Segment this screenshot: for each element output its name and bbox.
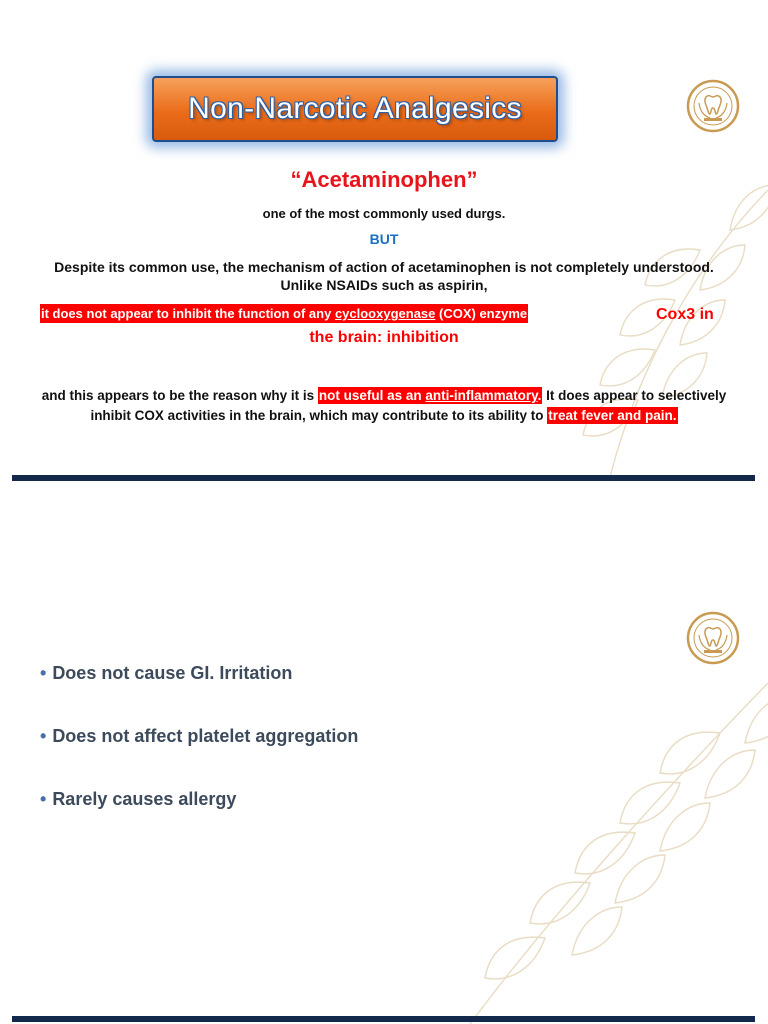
- cox-text-post: (COX) enzyme: [435, 306, 528, 321]
- not-useful-text: not useful as an: [318, 388, 426, 403]
- list-item: [40, 726, 358, 789]
- reason-text-b: It does appear to selectively inhibit COX activities in the brain, which may contribute to its ability to: [90, 388, 727, 423]
- society-logo-icon: [686, 611, 740, 665]
- title-banner: [152, 76, 558, 142]
- slide-divider: [12, 1016, 755, 1022]
- brain-inhibition-text: the brain: inhibition: [309, 329, 459, 346]
- bullet-text: Does not cause GI. Irritation: [52, 663, 293, 683]
- cyclooxygenase-text: cyclooxygenase: [334, 306, 436, 321]
- reason-text-a: and this appears to be the reason why it is: [41, 388, 318, 403]
- society-logo-icon: [686, 79, 740, 133]
- cox3-text: Cox3 in: [656, 306, 714, 323]
- slide-divider: [12, 475, 755, 481]
- cox-highlight-line: [40, 306, 528, 321]
- bullet-dot: •: [40, 789, 47, 809]
- bullet-text: Rarely causes allergy: [52, 789, 237, 809]
- bullet-dot: •: [40, 663, 47, 683]
- fever-pain-text: treat fever and pain.: [548, 408, 677, 423]
- list-item: [40, 663, 358, 726]
- common-use-text: one of the most commonly used durgs.: [262, 206, 506, 221]
- bullet-list: [40, 663, 358, 852]
- bullet-text: Does not affect platelet aggregation: [52, 726, 359, 746]
- reason-period: .: [537, 388, 542, 403]
- mechanism-text: Despite its common use, the mechanism of action of acetaminophen is not completely understood. Unlike NSAIDs such as aspirin,: [54, 259, 714, 293]
- drug-name: “Acetaminophen”: [290, 167, 478, 192]
- slide-1: [0, 0, 768, 477]
- cox-text-pre: it does not appear to inhibit the function of any: [41, 306, 335, 321]
- anti-inflammatory-text: anti-inflammatory: [425, 388, 538, 403]
- list-item: [40, 789, 358, 852]
- bullet-dot: •: [40, 726, 47, 746]
- reason-paragraph: [40, 386, 728, 426]
- page-title: Non-Narcotic Analgesics: [188, 92, 522, 125]
- slide-2: [0, 483, 768, 1024]
- but-text: BUT: [369, 231, 399, 247]
